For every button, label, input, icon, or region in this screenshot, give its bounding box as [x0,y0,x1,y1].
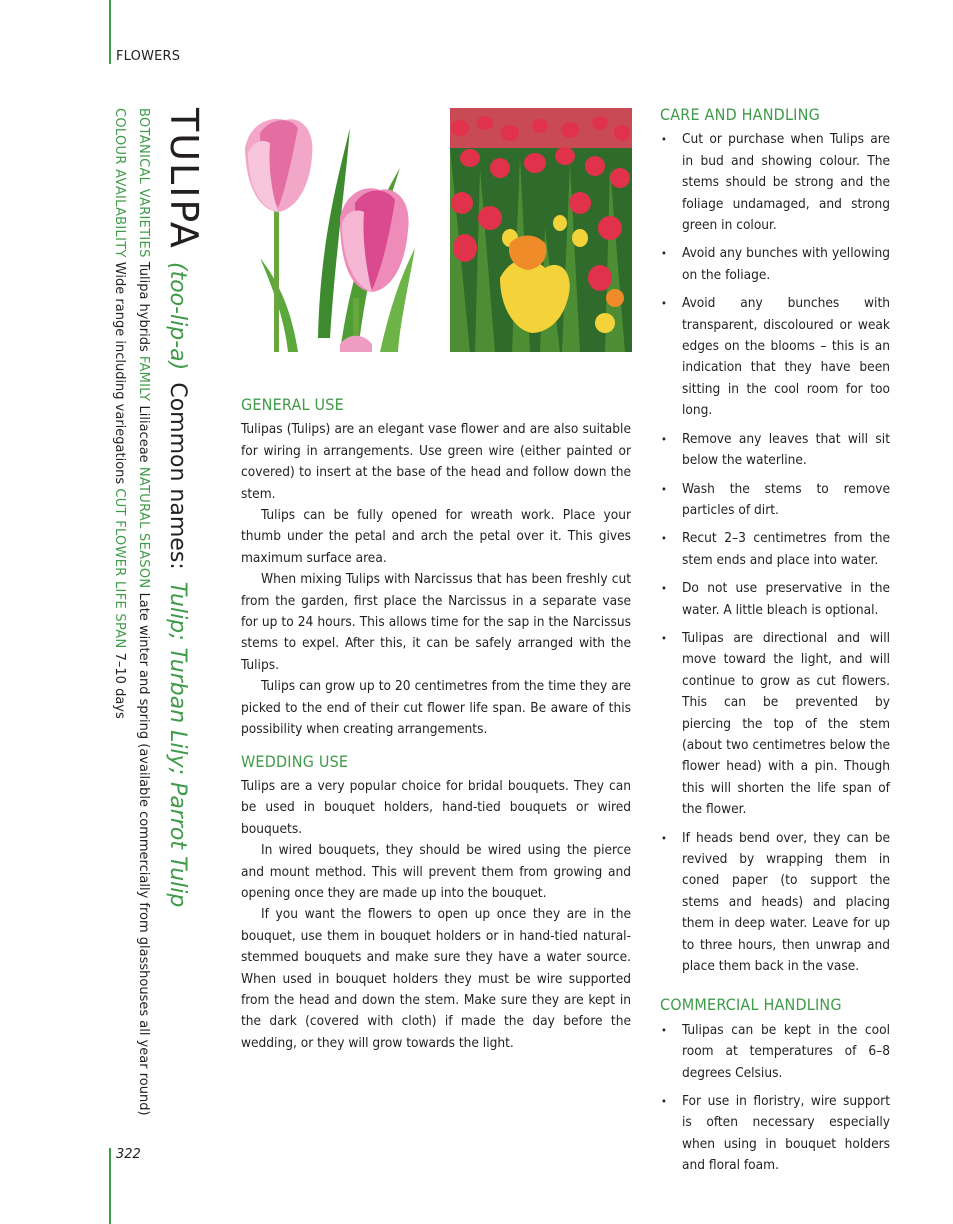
commercial-handling-list [660,1020,890,1177]
right-column [660,104,890,1184]
general-use-paragraph: Tulips can grow up to 20 centimetres from the time they are picked to the end of their cut flower life span. Be aware of this possibility when creating arrangements. [241,678,631,738]
colour-label: COLOUR AVAILABILITY [112,108,127,258]
page-number: 322 [116,1147,141,1162]
care-handling-list [660,129,890,977]
section-label: FLOWERS [116,49,181,64]
genus-title: TULIPA [162,108,206,250]
family-label: FAMILY [136,355,151,402]
list-item: • Remove any leaves that will sit below the waterline. [660,429,890,472]
wedding-use-heading: WEDDING USE [241,751,349,771]
header-rule [109,0,111,64]
botanical-info-line [134,108,152,1116]
list-item: • Avoid any bunches with yellowing on the foliage. [660,243,890,286]
general-use-paragraph: Tulipas (Tulips) are an elegant vase flower and are also suitable for wiring in arrangements. Use green wire (either painted or covered) to insert at the base of the head and follow down the stem. [241,421,631,502]
care-handling-heading: CARE AND HANDLING [660,105,820,124]
general-use-paragraph: When mixing Tulips with Narcissus that has been freshly cut from the garden, first place the Narcissus in a separate vase for up to 24 hours. This allows time for the sap in the Narcissus stems to expel. After this, it can be safely arranged with the Tulips. [241,571,631,673]
season-value: Late winter and spring (available commercially from glasshouses all year round) [136,592,151,1116]
botanical-label: BOTANICAL VARIETIES [136,108,151,258]
pronunciation: (too-lip-a) [165,261,190,371]
list-item: • If heads bend over, they can be revived by wrapping them in coned paper (to support the stems and heads) and placing them in deep water. Leave for up to three hours, then unwrap and place them back in the vase. [660,828,890,978]
common-names-value: Tulip; Turban Lily; Parrot Tulip [165,581,190,908]
wedding-use-paragraph: In wired bouquets, they should be wired using the pierce and mount method. This will prevent them from growing and opening once they are made up into the bouquet. [241,842,631,901]
lifespan-value: 7–10 days [112,652,127,719]
vertical-title [153,108,208,1108]
general-use-paragraph: Tulips can be fully opened for wreath work. Place your thumb under the petal and arch the petal over it. This gives maximum surface area. [241,507,631,566]
commercial-handling-heading: COMMERCIAL HANDLING [660,995,842,1015]
colour-info-line [110,108,128,1108]
middle-column [241,394,631,1054]
list-item: • Tulipas can be kept in the cool room at temperatures of 6–8 degrees Celsius. [660,1020,890,1084]
list-item: • Cut or purchase when Tulips are in bud and showing colour. The stems should be strong and the foliage undamaged, and strong green in colour. [660,129,890,236]
tulip-field-image [450,108,632,352]
list-item: • Recut 2–3 centimetres from the stem ends and place into water. [660,528,890,571]
wedding-use-paragraph: Tulips are a very popular choice for bridal bouquets. They can be used in bouquet holders, hand-tied bouquets or wired bouquets. [241,777,631,837]
general-use-heading: GENERAL USE [241,395,344,414]
wedding-use-paragraph: If you want the flowers to open up once they are in the bouquet, use them in bouquet holders or in hand-tied natural-stemmed bouquets and make sure they have a water source. When used in bouquet holders they must be wire supported from the head and down the stem. Make sure they are kept in the dark (covered with cloth) if made the day before the wedding, or they will grow towards the light. [241,906,631,1051]
colour-value: Wide range including variegations [112,261,127,485]
list-item: • For use in floristry, wire support is often necessary especially when using in bouquet holders and floral foam. [660,1091,890,1177]
botanical-value: Tulipa hybrids [136,261,151,352]
list-item: • Do not use preservative in the water. A little bleach is optional. [660,578,890,621]
season-label: NATURAL SEASON [136,466,151,589]
list-item: • Tulipas are directional and will move toward the light, and will continue to grow as cut flowers. This can be prevented by piercing the top of the stem (about two centimetres below the flower head) with a pin. Though this will shorten the life span of the flower. [660,628,890,821]
family-value: Liliaceae [136,405,151,463]
footer-rule [109,1148,111,1224]
two-pink-tulips-image [240,108,440,352]
lifespan-label: CUT FLOWER LIFE SPAN [112,488,127,649]
list-item: • Wash the stems to remove particles of dirt. [660,479,890,522]
list-item: • Avoid any bunches with transparent, discoloured or weak edges on the blooms – this is an indication that they have been sitting in the cool room for too long. [660,293,890,421]
common-names-label: Common names: [165,382,190,570]
